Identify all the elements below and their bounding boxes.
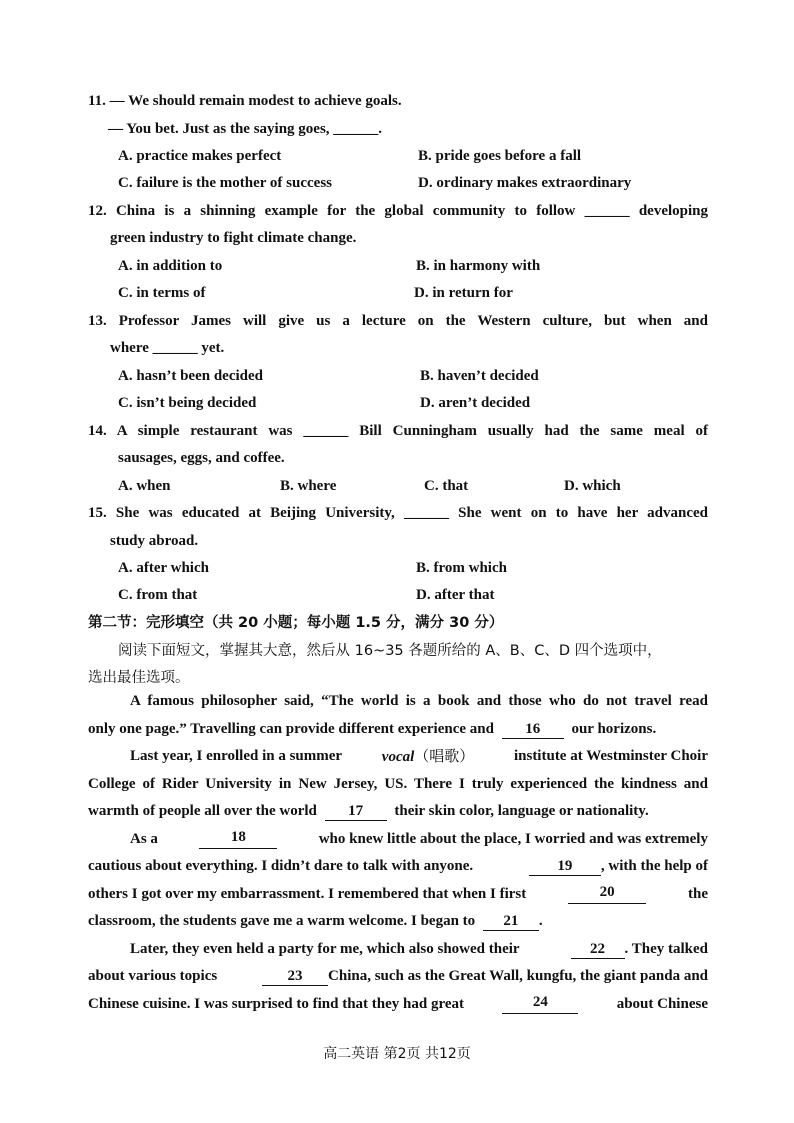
passage-text: who knew little about the place, I worried and was extremely [318, 831, 708, 847]
section2-instructions-line2: 选出最佳选项。 [88, 670, 190, 686]
q15-option-b: B. from which [416, 560, 507, 576]
passage-text: warmth of people all over the world [88, 803, 317, 819]
passage-text: only one page.” Travelling can provide different experience and [88, 721, 494, 737]
q12-stem-line2: green industry to fight climate change. [110, 230, 357, 246]
blank-16: 16 [502, 721, 564, 739]
q15-option-a: A. after which [118, 560, 209, 576]
q12-option-a: A. in addition to [118, 258, 223, 274]
passage-text: their skin color, language or nationality. [394, 803, 649, 819]
passage-p4-line2 [88, 966, 708, 986]
passage-text: others I got over my embarrassment. I remembered that when I first [88, 886, 527, 902]
q15-option-c: C. from that [118, 587, 198, 603]
passage-p2-line1 [130, 746, 708, 767]
q13-option-a: A. hasn’t been decided [118, 368, 264, 384]
q15-option-d: D. after that [416, 587, 495, 603]
q14-option-a: A. when [118, 478, 171, 494]
q15-stem-line1: 15. She was educated at Beijing University, ______ She went on to have her advanced [88, 505, 708, 521]
q12-option-d: D. in return for [414, 285, 513, 301]
q14-option-d: D. which [564, 478, 621, 494]
passage-text: China, such as the Great Wall, kungfu, the giant panda and [328, 968, 708, 984]
q13-option-d: D. aren’t decided [420, 395, 531, 411]
q13-option-c: C. isn’t being decided [118, 395, 257, 411]
q11-option-a: A. practice makes perfect [118, 148, 282, 164]
passage-text: Chinese cuisine. I was surprised to find that they had great [88, 996, 465, 1012]
blank-24: 24 [502, 994, 578, 1014]
passage-text: As a [130, 831, 158, 847]
section2-instructions-line1: 阅读下面短文，掌握其大意，然后从 16~35 各题所给的 A、B、C、D 四个选项中， [118, 643, 662, 659]
passage-p4-line1 [130, 939, 708, 959]
passage-p2-line2: College of Rider University in New Jersey, US. There I truly experienced the kindness and [88, 776, 708, 792]
vocal-term: vocal [381, 749, 415, 765]
passage-text: our horizons. [571, 721, 657, 737]
q11-reply: — You bet. Just as the saying goes, ______. [108, 121, 383, 137]
q11-option-d: D. ordinary makes extraordinary [418, 175, 632, 191]
passage-p3-line3 [88, 884, 708, 904]
blank-18: 18 [199, 829, 277, 849]
q14-option-c: C. that [424, 478, 469, 494]
blank-22: 22 [571, 941, 625, 959]
blank-19: 19 [529, 858, 601, 876]
q12-option-b: B. in harmony with [416, 258, 541, 274]
q12-option-c: C. in terms of [118, 285, 206, 301]
passage-text: institute at Westminster Choir [513, 748, 708, 764]
passage-text: Last year, I enrolled in a summer [130, 748, 343, 764]
passage-text: . [538, 913, 543, 929]
vocal-gloss: （唱歌） [414, 747, 475, 765]
passage-p1-line1: A famous philosopher said, “The world is a book and those who do not travel read [130, 693, 708, 709]
q13-stem-line2: where ______ yet. [110, 340, 225, 356]
passage-text: cautious about everything. I didn’t dare to talk with anyone. [88, 858, 474, 874]
q14-option-b: B. where [280, 478, 337, 494]
blank-21: 21 [483, 913, 539, 931]
blank-23: 23 [262, 968, 328, 986]
passage-p1-line2 [88, 719, 656, 739]
q15-stem-line2: study abroad. [110, 533, 199, 549]
blank-17: 17 [325, 803, 387, 821]
q11-option-c: C. failure is the mother of success [118, 175, 332, 191]
section2-heading: 第二节：完形填空（共 20 小题；每小题 1.5 分，满分 30 分） [88, 615, 504, 631]
passage-p2-line3 [88, 801, 649, 821]
q13-stem-line1: 13. Professor James will give us a lecture on the Western culture, but when and [88, 313, 708, 329]
page-footer: 高二英语 第2页 共12页 [323, 1046, 471, 1062]
passage-text: classroom, the students gave me a warm welcome. I began to [88, 913, 476, 929]
passage-p3-line4 [88, 911, 543, 931]
passage-p4-line3 [88, 994, 708, 1014]
q13-option-b: B. haven’t decided [420, 368, 539, 384]
passage-text: , with the help of [600, 858, 708, 874]
q12-stem-line1: 12. China is a shinning example for the global community to follow ______ developing [88, 203, 708, 219]
passage-text: about various topics [88, 968, 218, 984]
passage-text: . They talked [624, 941, 708, 957]
q11-stem: 11. — We should remain modest to achieve goals. [88, 93, 402, 109]
blank-20: 20 [568, 884, 646, 904]
q14-stem-line2: sausages, eggs, and coffee. [118, 450, 285, 466]
passage-text: about Chinese [616, 996, 708, 1012]
q11-option-b: B. pride goes before a fall [418, 148, 582, 164]
q14-stem-line1: 14. A simple restaurant was ______ Bill Cunningham usually had the same meal of [88, 423, 708, 439]
passage-text: Later, they even held a party for me, which also showed their [130, 941, 520, 957]
passage-text: the [687, 886, 708, 902]
passage-p3-line2 [88, 856, 708, 876]
passage-p3-line1 [130, 829, 708, 849]
